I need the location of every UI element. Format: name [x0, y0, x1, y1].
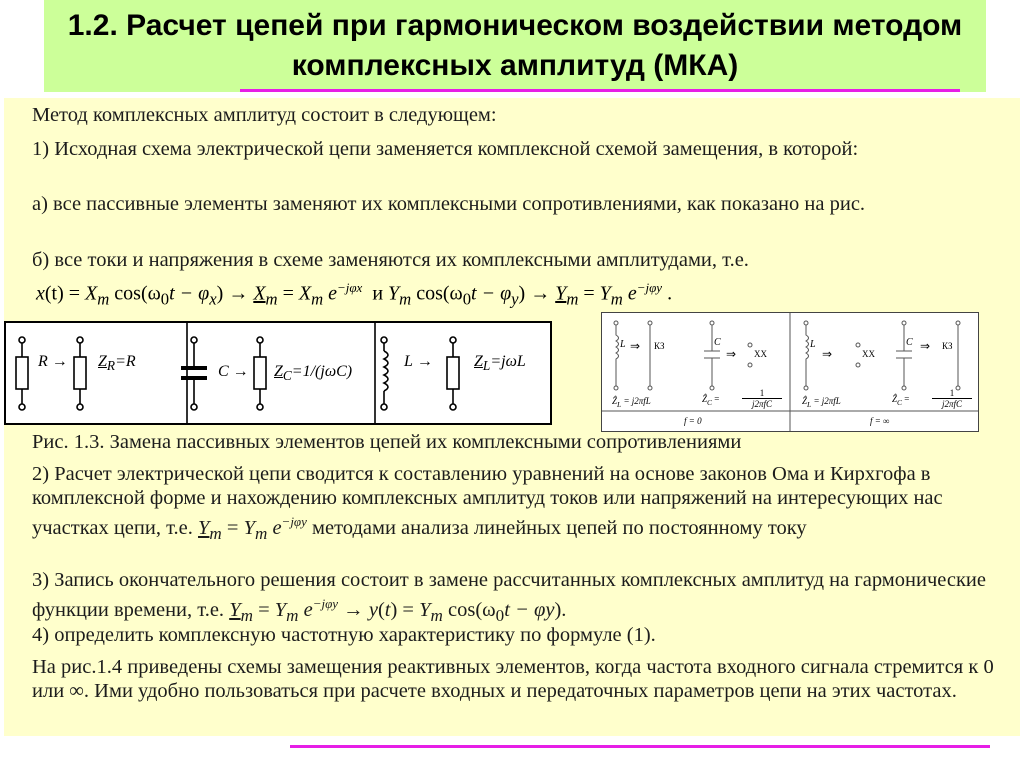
paragraph-step3: 3) Запись окончательного решения состоит в замене рассчитанных комплексных амплитуд на гармонические функции времени, т.е. $Y_m = Y_m$ $e^{-j\varphi y} \to y(t) = Y_m$ $\cos(\omega_0t - \varphi y)$.: [32, 569, 986, 625]
fig13-zc-label: $Z_C=1/(j\omega C)$: [274, 363, 353, 384]
fig13-c-label: C →: [218, 363, 249, 380]
fig14-l-label-2: L: [810, 339, 816, 350]
bottom-accent-line: [290, 745, 990, 748]
fig14-f0-label: f = 0: [684, 416, 702, 426]
fig13-zl-label: $Z_L=j\omega L$: [474, 353, 526, 374]
paragraph-intro: Метод комплексных амплитуд состоит в следующем:: [32, 104, 497, 126]
fig14-fraction-2: 1 j2πfC: [932, 388, 972, 409]
step2-end-text: методами анализа линейных цепей по постоянному току: [312, 516, 807, 539]
fig14-implies-4: ⇒: [920, 339, 931, 353]
fig14-zc-formula-2: Ẑ$_C$ =: [892, 394, 910, 407]
step3-text: 3) Запись окончательного решения состоит в замене рассчитанных комплексных амплитуд на гармонические функции времени, т.е.: [32, 569, 986, 621]
fig14-zc-formula-1: Ẑ$_C$ =: [702, 394, 720, 407]
paragraph-step1b: б) все токи и напряжения в схеме заменяются их комплексными амплитудами, т.е.: [32, 249, 749, 271]
paragraph-step1: 1) Исходная схема электрической цепи заменяется комплексной схемой замещения, в которой:: [32, 138, 859, 160]
fig14-implies-1: ⇒: [630, 339, 641, 353]
fig14-implies-2: ⇒: [726, 347, 737, 361]
fig14-kz-1: КЗ: [654, 341, 665, 351]
fig14-c-label-1: C: [714, 337, 721, 348]
step2-text: 2) Расчет электрической цепи сводится к составлению уравнений на основе законов Ома и Кирхгофа в комплексной форме и нахождению комплексных амплитуд токов или напряжений на интересующих нас участках цепи, т.е.: [32, 463, 943, 539]
fig14-implies-3: ⇒: [822, 347, 833, 361]
figure-1-4: [601, 312, 979, 432]
slide-title: 1.2. Расчет цепей при гармоническом воздействии методом комплексных амплитуд (МКА): [67, 9, 963, 82]
paragraph-fig14: На рис.1.4 приведены схемы замещения реактивных элементов, когда частота входного сигнала стремится к 0 или ∞. Ими удобно пользоваться при расчете входных и передаточных параметров цепи на этих частотах.: [32, 656, 994, 702]
fig14-finf-label: f = ∞: [870, 416, 890, 426]
fig13-zr-label: $Z_R=R$: [98, 353, 136, 374]
fig14-zl-formula-1: Ẑ$_L$ = j2πfL: [612, 396, 651, 409]
figure-1-3: [4, 321, 552, 425]
fig13-l-label: L →: [404, 353, 433, 370]
fig14-l-label-1: L: [620, 339, 626, 350]
fig14-fraction-1: 1 j2πfC: [742, 388, 782, 409]
fig14-xx-2: ХХ: [862, 349, 875, 359]
fig14-xx-1: ХХ: [754, 349, 767, 359]
fig13-r-label: R →: [38, 353, 68, 370]
fig14-kz-2: КЗ: [942, 341, 953, 351]
fig14-zl-formula-2: Ẑ$_L$ = j2πfL: [802, 396, 841, 409]
formula-complex-amplitudes: $x(t) = X_m$ $\cos(\omega_0t - \varphi_x) \to X_m = X_m$ $e^{-j\varphi x}$ и $Y_m$ $\cos(\omega_0t - \varphi_y) \to Y_m = Y_m$ $e^{-j\varphi y}$ .: [36, 280, 673, 309]
paragraph-step2: 2) Расчет электрической цепи сводится к составлению уравнений на основе законов Ома и Кирхгофа в комплексной форме и нахождению комплексных амплитуд токов или напряжений на интересующих нас участках цепи, т.е. $Y_m = Y_m$ $e^{-j\varphi y}$ методами анализа линейных цепей по постоянному току: [32, 463, 943, 543]
paragraph-step4: 4) определить комплексную частотную характеристику по формуле (1).: [32, 624, 656, 646]
paragraph-step1a: а) все пассивные элементы заменяют их комплексными сопротивлениями, как показано на рис.: [32, 193, 866, 215]
title-underline: [240, 89, 960, 92]
fig14-c-label-2: C: [906, 337, 913, 348]
figure-1-3-caption: Рис. 1.3. Замена пассивных элементов цепей их комплексными сопротивлениями: [32, 431, 742, 453]
figure-1-4-svg: [602, 313, 978, 431]
